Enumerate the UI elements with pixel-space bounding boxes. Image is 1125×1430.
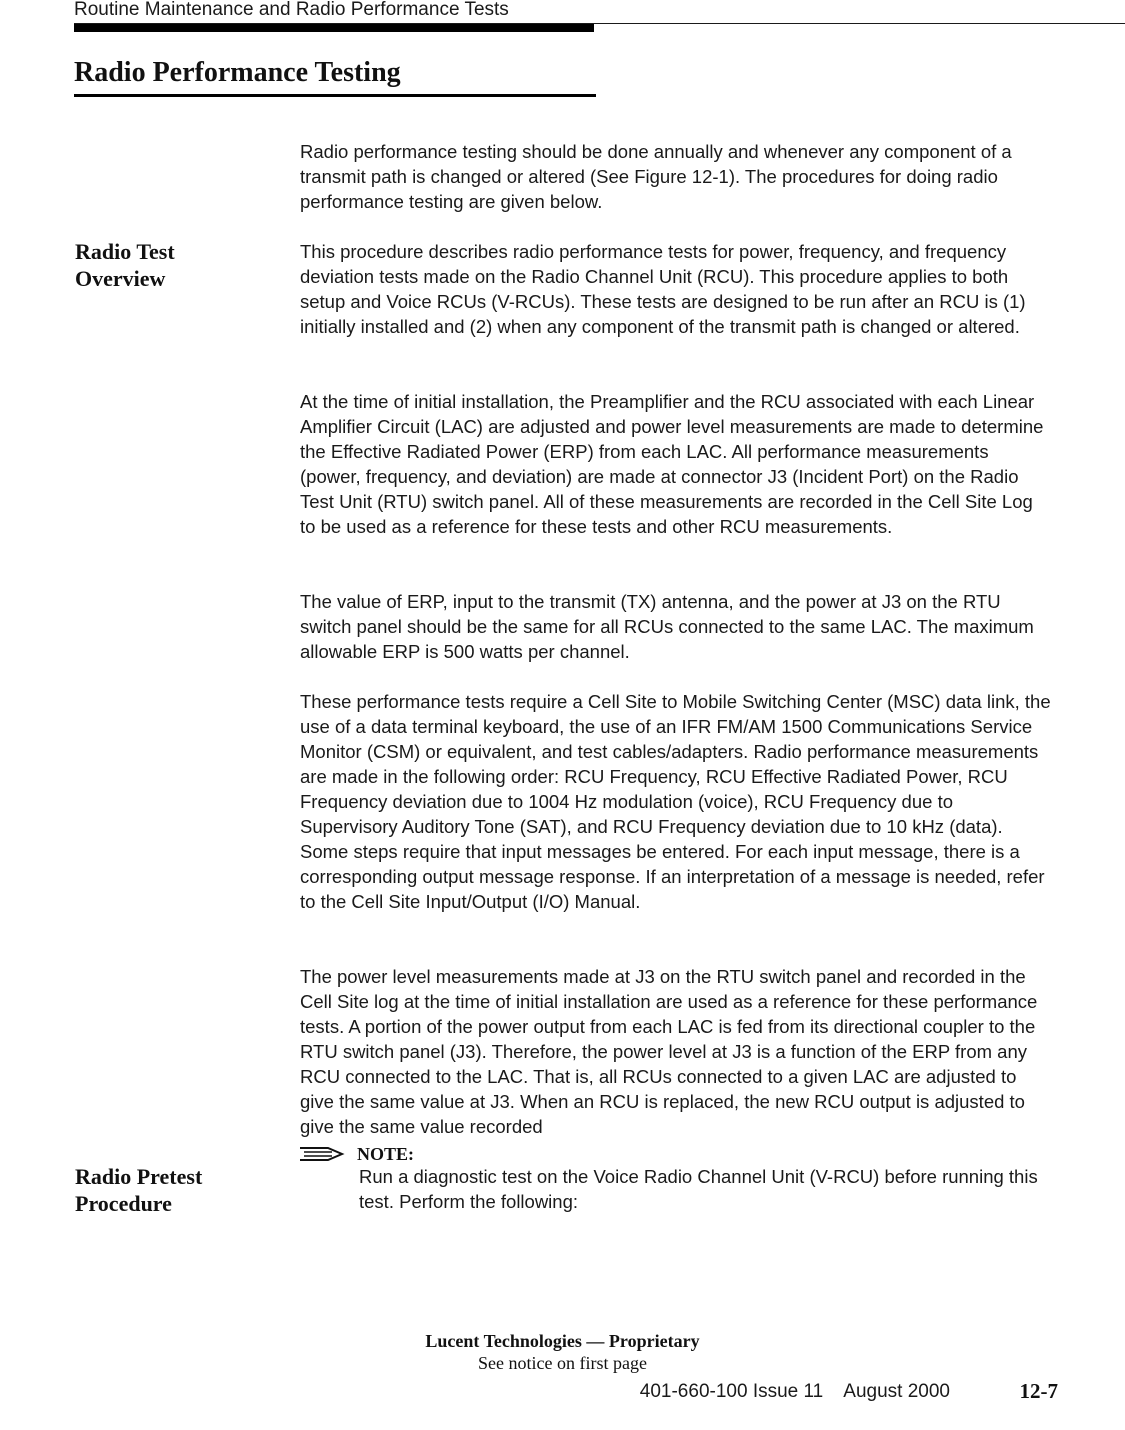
overview-paragraph: The value of ERP, input to the transmit (TX) antenna, and the power at J3 on the RTU switch panel should be the same for all RCUs connected to the same LAC. The maximum allowable ERP is 500 watts per channel. (300, 591, 1034, 662)
sidehead-line: Radio Test (75, 239, 175, 264)
note-label: NOTE: (357, 1144, 415, 1164)
sidehead-radio-test-overview (75, 238, 275, 292)
overview-paragraph: At the time of initial installation, the Preamplifier and the RCU associated with each Linear Amplifier Circuit (LAC) are adjusted and power level measurements are made to determine the Effective Radiated Power (ERP) from each LAC. All performance measurements (power, frequency, and deviation) are made at connector J3 (Incident Port) on the Radio Test Unit (RTU) switch panel. All of these measurements are recorded in the Cell Site Log to be used as a reference for these tests and other RCU measurements. (300, 391, 1044, 537)
footer-notice: See notice on first page (478, 1353, 647, 1373)
note-text: Run a diagnostic test on the Voice Radio Channel Unit (V-RCU) before running this test. Perform the following: (359, 1166, 1038, 1212)
sidehead-radio-pretest-procedure (75, 1163, 275, 1217)
running-header: Routine Maintenance and Radio Performance Tests (74, 0, 509, 20)
page-number: 12-7 (1019, 1379, 1058, 1403)
sidehead-line: Procedure (75, 1191, 172, 1216)
section-title: Radio Performance Testing (74, 57, 401, 88)
overview-paragraph: This procedure describes radio performance tests for power, frequency, and frequency deviation tests made on the Radio Channel Unit (RCU). This procedure applies to both setup and Voice RCUs (V-RCUs). These tests are designed to be run after an RCU is (1) initially installed and (2) when any component of the transmit path is changed or altered. (300, 241, 1026, 337)
header-bar (74, 24, 594, 32)
note-arrow-icon (298, 1144, 348, 1164)
overview-paragraph: These performance tests require a Cell Site to Mobile Switching Center (MSC) data link, the use of a data terminal keyboard, the use of an IFR FM/AM 1500 Communications Service Monitor (CSM) or equivalent, and test cables/adapters. Radio performance measurements are made in the following order: RCU Frequency, RCU Effective Radiated Power, RCU Frequency deviation due to 1004 Hz modulation (voice), RCU Frequency due to Supervisory Auditory Tone (SAT), and RCU Frequency deviation due to 10 kHz (data). Some steps require that input messages be entered. For each input message, there is a corresponding output message response. If an interpretation of a message is needed, refer to the Cell Site Input/Output (I/O) Manual. (300, 691, 1051, 912)
overview-paragraph: The power level measurements made at J3 on the RTU switch panel and recorded in the Cell Site log at the time of initial installation are used as a reference for these performance tests. A portion of the power output from each LAC is fed from its directional coupler to the RTU switch panel (J3). Therefore, the power level at J3 is a function of the ERP from any RCU connected to the LAC. That is, all RCUs connected to a given LAC are adjusted to give the same value at J3. When an RCU is replaced, the new RCU output is adjusted to give the same value recorded (300, 966, 1038, 1137)
footer-company: Lucent Technologies — Proprietary (425, 1331, 700, 1351)
title-rule (74, 94, 596, 97)
footer-doc-id: 401-660-100 Issue 11 August 2000 (639, 1381, 950, 1402)
sidehead-line: Radio Pretest (75, 1164, 203, 1189)
intro-paragraph: Radio performance testing should be done annually and whenever any component of a transmit path is changed or altered (See Figure 12-1). The procedures for doing radio performance testing are given below. (300, 141, 1012, 212)
sidehead-line: Overview (75, 266, 166, 291)
